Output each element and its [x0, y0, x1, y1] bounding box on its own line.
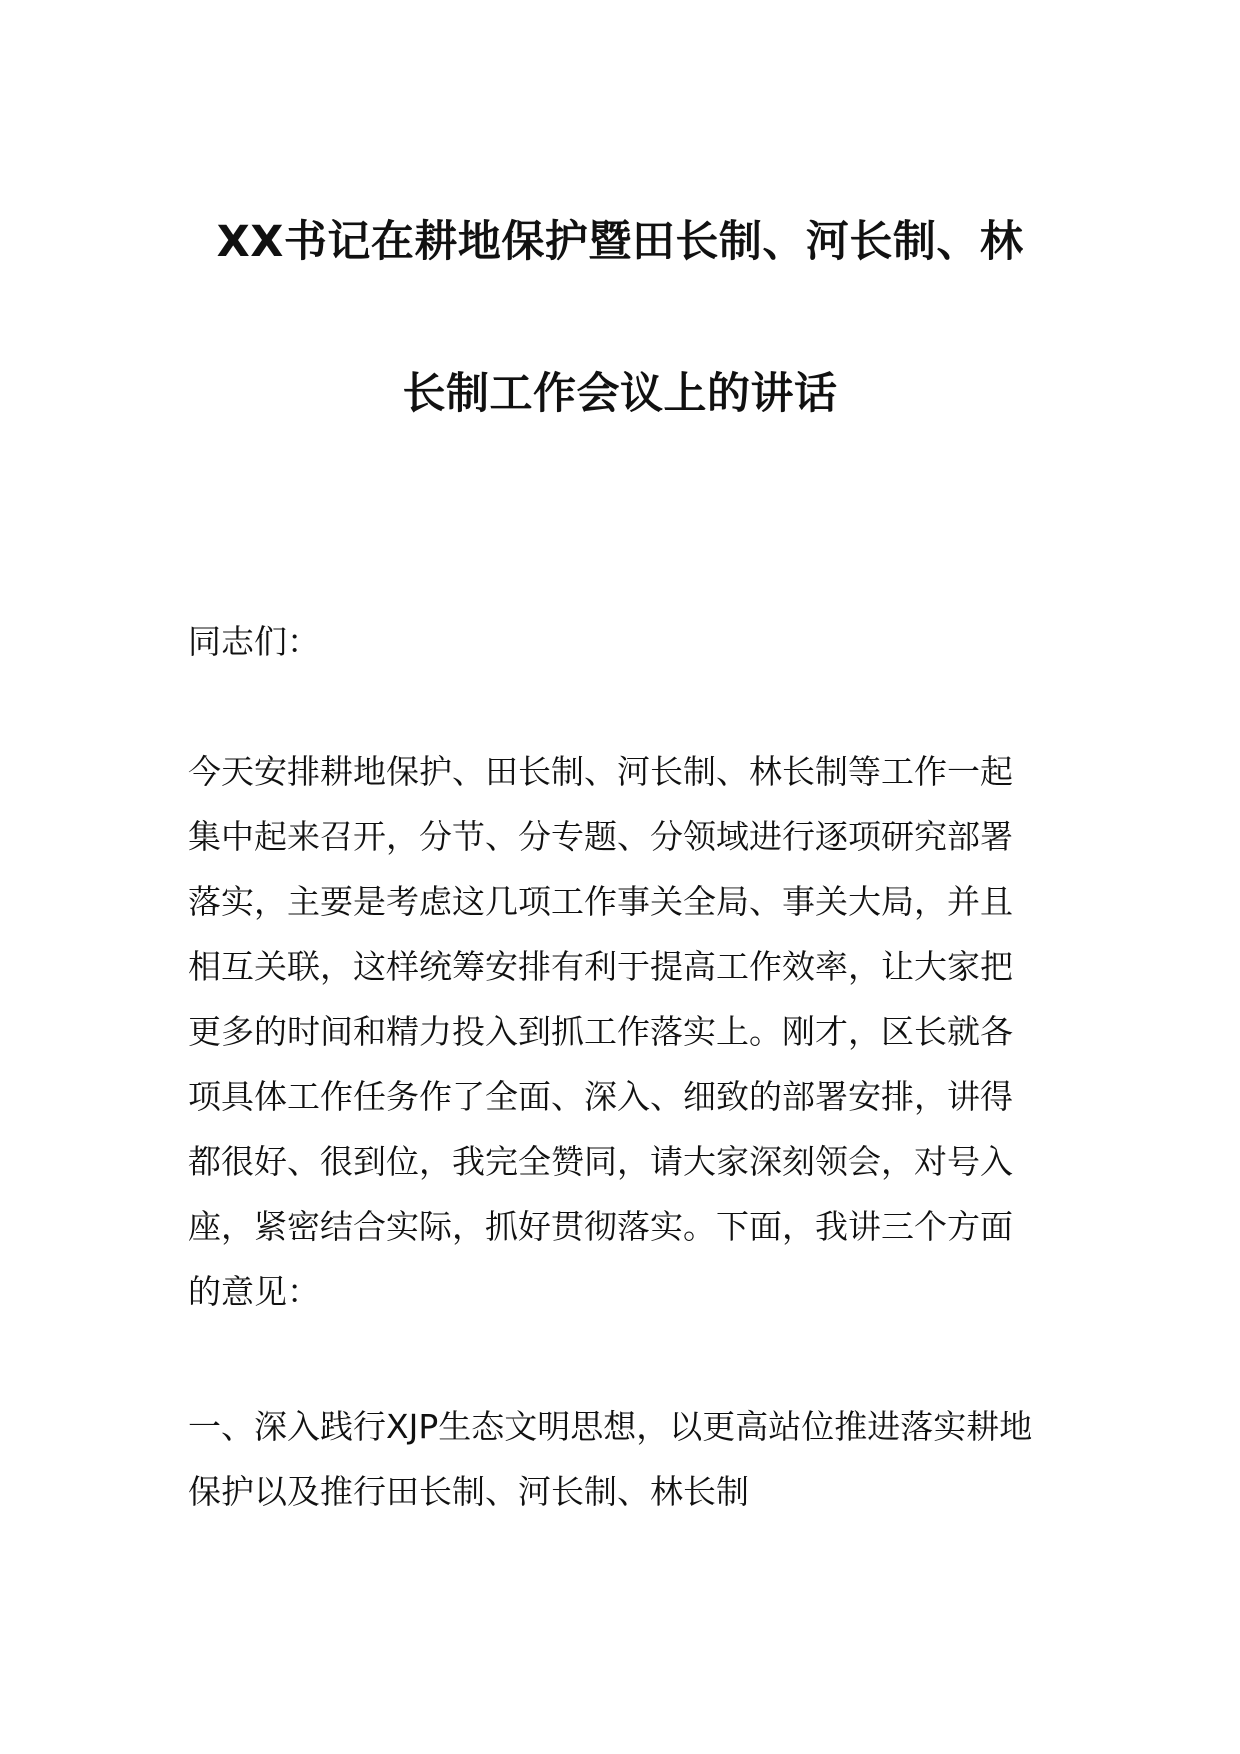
section-heading-1 [188, 1394, 1068, 1524]
document-title-line-1: XX书记在耕地保护暨田长制、河长制、林 [216, 217, 1024, 267]
paragraph-line: 今天安排耕地保护、田长制、河长制、林长制等工作一起 [188, 752, 1013, 791]
paragraph-line: 落实，主要是考虑这几项工作事关全局、事关大局，并且 [188, 882, 1013, 921]
paragraph-line: 都很好、很到位，我完全赞同，请大家深刻领会，对号入 [188, 1142, 1013, 1181]
paragraph-line: 集中起来召开，分节、分专题、分领域进行逐项研究部署 [188, 817, 1013, 856]
paragraph-line: 座，紧密结合实际，抓好贯彻落实。下面，我讲三个方面 [188, 1207, 1013, 1246]
paragraph-line: 的意见： [188, 1272, 320, 1311]
section-heading-line: 一、深入践行XJP生态文明思想，以更高站位推进落实耕地 [188, 1407, 1033, 1446]
paragraph-line: 项具体工作任务作了全面、深入、细致的部署安排，讲得 [188, 1077, 1013, 1116]
paragraph-intro [188, 739, 1068, 1324]
paragraph-line: 更多的时间和精力投入到抓工作落实上。刚才，区长就各 [188, 1012, 1013, 1051]
salutation: 同志们： [188, 622, 320, 661]
paragraph-line: 相互关联，这样统筹安排有利于提高工作效率，让大家把 [188, 947, 1013, 986]
section-heading-line: 保护以及推行田长制、河长制、林长制 [188, 1472, 749, 1511]
document-title-line-2: 长制工作会议上的讲话 [402, 369, 838, 419]
